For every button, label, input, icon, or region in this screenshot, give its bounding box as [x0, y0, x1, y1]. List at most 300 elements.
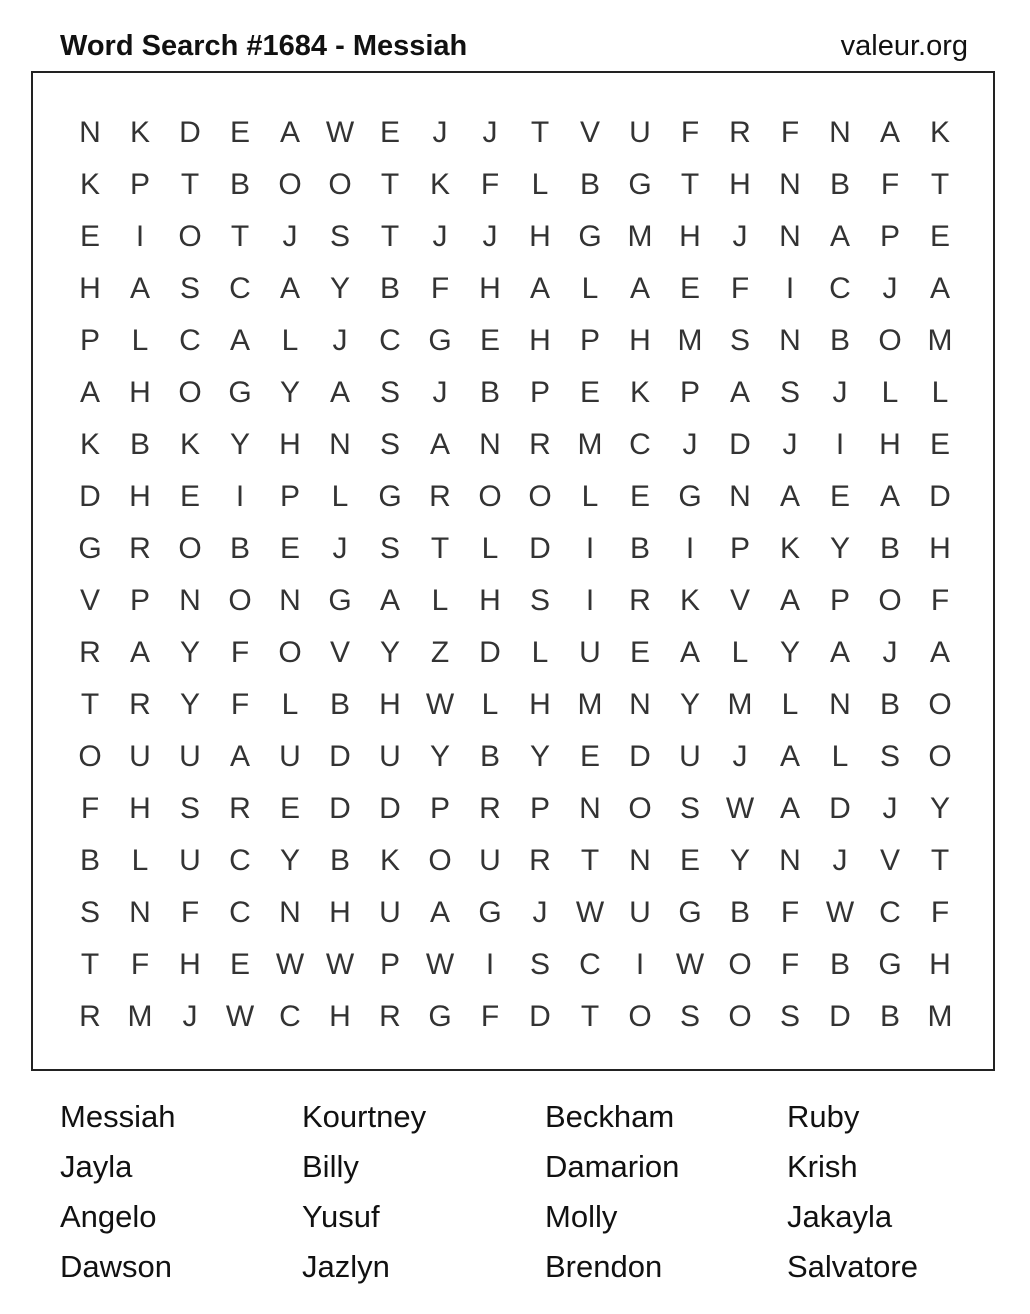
grid-cell[interactable]: A [129, 636, 150, 669]
grid-cell[interactable]: H [629, 324, 651, 357]
grid-cell[interactable]: A [779, 792, 800, 825]
grid-cell[interactable]: G [578, 220, 602, 253]
grid-cell[interactable]: C [879, 896, 901, 929]
grid-cell[interactable]: E [229, 948, 250, 981]
grid-cell[interactable]: R [129, 532, 151, 565]
grid-cell[interactable]: Z [430, 636, 450, 669]
grid-cell[interactable]: N [779, 844, 801, 877]
grid-cell[interactable]: P [129, 584, 150, 617]
grid-cell[interactable]: F [230, 636, 250, 669]
grid-cell[interactable]: H [329, 1000, 351, 1033]
grid-cell[interactable]: L [731, 636, 749, 669]
grid-cell[interactable]: L [431, 584, 449, 617]
grid-cell[interactable]: R [79, 636, 101, 669]
grid-cell[interactable]: H [929, 948, 951, 981]
grid-cell[interactable]: T [580, 1000, 600, 1033]
grid-cell[interactable]: R [629, 584, 651, 617]
grid-cell[interactable]: O [178, 220, 202, 253]
grid-cell[interactable]: O [628, 1000, 652, 1033]
grid-cell[interactable]: O [878, 584, 902, 617]
grid-cell[interactable]: G [428, 324, 452, 357]
grid-cell[interactable]: V [729, 584, 750, 617]
grid-cell[interactable]: D [829, 792, 851, 825]
grid-cell[interactable]: H [129, 792, 151, 825]
grid-cell[interactable]: G [878, 948, 902, 981]
grid-cell[interactable]: F [930, 896, 950, 929]
grid-cell[interactable]: I [135, 220, 145, 253]
grid-cell[interactable]: V [329, 636, 350, 669]
grid-cell[interactable]: J [482, 220, 498, 253]
grid-cell[interactable]: J [832, 376, 848, 409]
grid-cell[interactable]: C [829, 272, 851, 305]
grid-cell[interactable]: Y [929, 792, 950, 825]
grid-cell[interactable]: H [179, 948, 201, 981]
grid-cell[interactable]: Y [679, 688, 700, 721]
grid-cell[interactable]: F [480, 168, 500, 201]
grid-cell[interactable]: P [579, 324, 600, 357]
grid-cell[interactable]: A [779, 740, 800, 773]
grid-cell[interactable]: D [179, 116, 201, 149]
grid-cell[interactable]: G [428, 1000, 452, 1033]
grid-cell[interactable]: J [282, 220, 298, 253]
grid-cell[interactable]: R [229, 792, 251, 825]
grid-cell[interactable]: S [779, 376, 800, 409]
grid-cell[interactable]: H [929, 532, 951, 565]
grid-cell[interactable]: W [275, 948, 305, 981]
grid-cell[interactable]: J [532, 896, 548, 929]
grid-cell[interactable]: L [831, 740, 849, 773]
grid-cell[interactable]: J [882, 636, 898, 669]
grid-cell[interactable]: S [729, 324, 750, 357]
grid-cell[interactable]: S [379, 376, 400, 409]
grid-cell[interactable]: Y [179, 636, 200, 669]
grid-cell[interactable]: N [779, 220, 801, 253]
grid-cell[interactable]: B [729, 896, 750, 929]
grid-cell[interactable]: P [279, 480, 300, 513]
grid-cell[interactable]: O [728, 948, 752, 981]
grid-cell[interactable]: J [682, 428, 698, 461]
grid-cell[interactable]: K [929, 116, 950, 149]
grid-cell[interactable]: A [79, 376, 100, 409]
grid-cell[interactable]: S [179, 272, 200, 305]
grid-cell[interactable]: Y [429, 740, 450, 773]
grid-cell[interactable]: T [380, 168, 400, 201]
grid-cell[interactable]: A [829, 220, 850, 253]
grid-cell[interactable]: O [628, 792, 652, 825]
grid-cell[interactable]: L [881, 376, 899, 409]
grid-cell[interactable]: G [678, 896, 702, 929]
grid-cell[interactable]: H [529, 220, 551, 253]
grid-cell[interactable]: H [479, 272, 501, 305]
grid-cell[interactable]: D [329, 740, 351, 773]
grid-cell[interactable]: T [80, 688, 100, 721]
grid-cell[interactable]: E [679, 844, 700, 877]
grid-cell[interactable]: R [729, 116, 751, 149]
grid-cell[interactable]: B [329, 688, 350, 721]
grid-cell[interactable]: R [429, 480, 451, 513]
grid-cell[interactable]: L [131, 324, 149, 357]
grid-cell[interactable]: B [829, 324, 850, 357]
grid-cell[interactable]: I [585, 584, 595, 617]
grid-cell[interactable]: C [379, 324, 401, 357]
grid-cell[interactable]: A [329, 376, 350, 409]
grid-cell[interactable]: E [579, 740, 600, 773]
grid-cell[interactable]: K [429, 168, 450, 201]
grid-cell[interactable]: W [575, 896, 605, 929]
grid-cell[interactable]: Y [529, 740, 550, 773]
grid-cell[interactable]: H [129, 376, 151, 409]
grid-cell[interactable]: J [732, 740, 748, 773]
grid-cell[interactable]: B [879, 532, 900, 565]
grid-cell[interactable]: H [279, 428, 301, 461]
grid-cell[interactable]: J [182, 1000, 198, 1033]
grid-cell[interactable]: I [635, 948, 645, 981]
grid-cell[interactable]: I [685, 532, 695, 565]
grid-cell[interactable]: R [129, 688, 151, 721]
grid-cell[interactable]: A [279, 272, 300, 305]
grid-cell[interactable]: L [481, 532, 499, 565]
grid-cell[interactable]: A [229, 324, 250, 357]
grid-cell[interactable]: L [131, 844, 149, 877]
grid-cell[interactable]: E [479, 324, 500, 357]
grid-cell[interactable]: E [629, 480, 650, 513]
grid-cell[interactable]: J [732, 220, 748, 253]
grid-cell[interactable]: D [329, 792, 351, 825]
grid-cell[interactable]: H [329, 896, 351, 929]
grid-cell[interactable]: O [278, 168, 302, 201]
grid-cell[interactable]: Y [779, 636, 800, 669]
grid-cell[interactable]: N [629, 688, 651, 721]
grid-cell[interactable]: N [79, 116, 101, 149]
grid-cell[interactable]: L [481, 688, 499, 721]
grid-cell[interactable]: F [930, 584, 950, 617]
grid-cell[interactable]: Y [329, 272, 350, 305]
grid-cell[interactable]: G [678, 480, 702, 513]
grid-cell[interactable]: H [479, 584, 501, 617]
grid-cell[interactable]: G [378, 480, 402, 513]
grid-cell[interactable]: A [879, 480, 900, 513]
grid-cell[interactable]: S [329, 220, 350, 253]
grid-cell[interactable]: N [629, 844, 651, 877]
grid-cell[interactable]: W [325, 948, 355, 981]
grid-cell[interactable]: U [179, 740, 201, 773]
grid-cell[interactable]: B [579, 168, 600, 201]
grid-cell[interactable]: T [930, 844, 950, 877]
grid-cell[interactable]: O [228, 584, 252, 617]
grid-cell[interactable]: F [480, 1000, 500, 1033]
grid-cell[interactable]: G [328, 584, 352, 617]
grid-cell[interactable]: E [829, 480, 850, 513]
grid-cell[interactable]: T [580, 844, 600, 877]
grid-cell[interactable]: T [180, 168, 200, 201]
grid-cell[interactable]: H [879, 428, 901, 461]
grid-cell[interactable]: G [78, 532, 102, 565]
grid-cell[interactable]: O [328, 168, 352, 201]
grid-cell[interactable]: M [677, 324, 703, 357]
grid-cell[interactable]: D [729, 428, 751, 461]
grid-cell[interactable]: N [479, 428, 501, 461]
grid-cell[interactable]: O [928, 740, 952, 773]
grid-cell[interactable]: J [882, 792, 898, 825]
grid-cell[interactable]: S [679, 792, 700, 825]
grid-cell[interactable]: C [229, 896, 251, 929]
grid-cell[interactable]: E [229, 116, 250, 149]
grid-cell[interactable]: C [579, 948, 601, 981]
grid-cell[interactable]: J [882, 272, 898, 305]
grid-cell[interactable]: M [577, 688, 603, 721]
grid-cell[interactable]: L [581, 272, 599, 305]
grid-cell[interactable]: K [629, 376, 650, 409]
grid-cell[interactable]: R [379, 1000, 401, 1033]
grid-cell[interactable]: B [829, 948, 850, 981]
grid-cell[interactable]: W [825, 896, 855, 929]
grid-cell[interactable]: O [278, 636, 302, 669]
grid-cell[interactable]: A [529, 272, 550, 305]
grid-cell[interactable]: R [529, 844, 551, 877]
grid-cell[interactable]: A [229, 740, 250, 773]
grid-cell[interactable]: A [679, 636, 700, 669]
grid-cell[interactable]: D [529, 1000, 551, 1033]
grid-cell[interactable]: U [179, 844, 201, 877]
grid-cell[interactable]: I [485, 948, 495, 981]
grid-cell[interactable]: A [929, 272, 950, 305]
grid-cell[interactable]: F [780, 116, 800, 149]
grid-cell[interactable]: E [279, 532, 300, 565]
grid-cell[interactable]: H [529, 688, 551, 721]
grid-cell[interactable]: B [879, 688, 900, 721]
grid-cell[interactable]: J [332, 532, 348, 565]
grid-cell[interactable]: E [79, 220, 100, 253]
grid-cell[interactable]: K [379, 844, 400, 877]
grid-cell[interactable]: V [579, 116, 600, 149]
grid-cell[interactable]: B [479, 740, 500, 773]
grid-cell[interactable]: A [429, 428, 450, 461]
grid-cell[interactable]: G [628, 168, 652, 201]
grid-cell[interactable]: A [379, 584, 400, 617]
grid-cell[interactable]: C [229, 844, 251, 877]
grid-cell[interactable]: F [880, 168, 900, 201]
grid-cell[interactable]: H [679, 220, 701, 253]
grid-cell[interactable]: O [728, 1000, 752, 1033]
grid-cell[interactable]: N [579, 792, 601, 825]
grid-cell[interactable]: C [629, 428, 651, 461]
grid-cell[interactable]: F [430, 272, 450, 305]
grid-cell[interactable]: K [79, 168, 100, 201]
grid-cell[interactable]: A [129, 272, 150, 305]
grid-cell[interactable]: N [129, 896, 151, 929]
grid-cell[interactable]: J [432, 376, 448, 409]
grid-cell[interactable]: K [179, 428, 200, 461]
grid-cell[interactable]: L [281, 688, 299, 721]
grid-cell[interactable]: P [829, 584, 850, 617]
grid-cell[interactable]: M [927, 1000, 953, 1033]
grid-cell[interactable]: W [725, 792, 755, 825]
grid-cell[interactable]: O [478, 480, 502, 513]
grid-cell[interactable]: U [379, 740, 401, 773]
grid-cell[interactable]: D [479, 636, 501, 669]
grid-cell[interactable]: M [927, 324, 953, 357]
grid-cell[interactable]: Y [279, 376, 300, 409]
grid-cell[interactable]: B [229, 168, 250, 201]
grid-cell[interactable]: T [380, 220, 400, 253]
grid-cell[interactable]: T [430, 532, 450, 565]
grid-cell[interactable]: S [879, 740, 900, 773]
grid-cell[interactable]: G [228, 376, 252, 409]
grid-cell[interactable]: L [781, 688, 799, 721]
grid-cell[interactable]: N [779, 168, 801, 201]
grid-cell[interactable]: F [180, 896, 200, 929]
grid-cell[interactable]: F [680, 116, 700, 149]
grid-cell[interactable]: P [379, 948, 400, 981]
grid-cell[interactable]: B [479, 376, 500, 409]
grid-cell[interactable]: A [729, 376, 750, 409]
grid-cell[interactable]: S [779, 1000, 800, 1033]
grid-cell[interactable]: U [679, 740, 701, 773]
grid-cell[interactable]: E [929, 428, 950, 461]
grid-cell[interactable]: R [529, 428, 551, 461]
grid-cell[interactable]: I [785, 272, 795, 305]
grid-cell[interactable]: E [929, 220, 950, 253]
grid-cell[interactable]: G [478, 896, 502, 929]
grid-cell[interactable]: E [179, 480, 200, 513]
grid-cell[interactable]: T [680, 168, 700, 201]
grid-cell[interactable]: K [779, 532, 800, 565]
grid-cell[interactable]: Y [829, 532, 850, 565]
grid-cell[interactable]: S [379, 428, 400, 461]
grid-cell[interactable]: D [829, 1000, 851, 1033]
grid-cell[interactable]: E [279, 792, 300, 825]
grid-cell[interactable]: F [780, 948, 800, 981]
grid-cell[interactable]: B [129, 428, 150, 461]
grid-cell[interactable]: I [835, 428, 845, 461]
grid-cell[interactable]: J [832, 844, 848, 877]
grid-cell[interactable]: A [929, 636, 950, 669]
grid-cell[interactable]: W [425, 948, 455, 981]
grid-cell[interactable]: V [79, 584, 100, 617]
grid-cell[interactable]: J [782, 428, 798, 461]
grid-cell[interactable]: E [629, 636, 650, 669]
grid-cell[interactable]: B [829, 168, 850, 201]
grid-cell[interactable]: A [829, 636, 850, 669]
grid-cell[interactable]: F [780, 896, 800, 929]
grid-cell[interactable]: P [529, 792, 550, 825]
grid-cell[interactable]: L [531, 168, 549, 201]
grid-cell[interactable]: R [479, 792, 501, 825]
grid-cell[interactable]: B [629, 532, 650, 565]
grid-cell[interactable]: H [79, 272, 101, 305]
grid-cell[interactable]: W [225, 1000, 255, 1033]
grid-cell[interactable]: N [279, 896, 301, 929]
grid-cell[interactable]: H [129, 480, 151, 513]
grid-cell[interactable]: Y [229, 428, 250, 461]
grid-cell[interactable]: W [675, 948, 705, 981]
grid-cell[interactable]: A [629, 272, 650, 305]
grid-cell[interactable]: F [730, 272, 750, 305]
grid-cell[interactable]: B [229, 532, 250, 565]
grid-cell[interactable]: P [429, 792, 450, 825]
grid-cell[interactable]: B [79, 844, 100, 877]
grid-cell[interactable]: L [281, 324, 299, 357]
grid-cell[interactable]: I [235, 480, 245, 513]
grid-cell[interactable]: N [829, 688, 851, 721]
grid-cell[interactable]: D [79, 480, 101, 513]
grid-cell[interactable]: C [229, 272, 251, 305]
grid-cell[interactable]: N [329, 428, 351, 461]
grid-cell[interactable]: C [179, 324, 201, 357]
grid-cell[interactable]: A [279, 116, 300, 149]
grid-cell[interactable]: M [627, 220, 653, 253]
grid-cell[interactable]: I [585, 532, 595, 565]
grid-cell[interactable]: T [930, 168, 950, 201]
grid-cell[interactable]: B [329, 844, 350, 877]
grid-cell[interactable]: U [579, 636, 601, 669]
grid-cell[interactable]: N [779, 324, 801, 357]
grid-cell[interactable]: F [130, 948, 150, 981]
grid-cell[interactable]: H [379, 688, 401, 721]
grid-cell[interactable]: P [529, 376, 550, 409]
grid-cell[interactable]: A [879, 116, 900, 149]
grid-cell[interactable]: J [432, 220, 448, 253]
grid-cell[interactable]: M [127, 1000, 153, 1033]
grid-cell[interactable]: A [429, 896, 450, 929]
grid-cell[interactable]: O [878, 324, 902, 357]
grid-cell[interactable]: U [479, 844, 501, 877]
grid-cell[interactable]: U [629, 116, 651, 149]
grid-cell[interactable]: B [379, 272, 400, 305]
grid-cell[interactable]: J [482, 116, 498, 149]
grid-cell[interactable]: L [531, 636, 549, 669]
grid-cell[interactable]: A [779, 480, 800, 513]
grid-cell[interactable]: J [432, 116, 448, 149]
grid-cell[interactable]: L [581, 480, 599, 513]
grid-cell[interactable]: S [379, 532, 400, 565]
grid-cell[interactable]: U [379, 896, 401, 929]
grid-cell[interactable]: J [332, 324, 348, 357]
grid-cell[interactable]: K [679, 584, 700, 617]
grid-cell[interactable]: O [428, 844, 452, 877]
grid-cell[interactable]: D [379, 792, 401, 825]
grid-cell[interactable]: W [325, 116, 355, 149]
grid-cell[interactable]: W [425, 688, 455, 721]
grid-cell[interactable]: Y [729, 844, 750, 877]
grid-cell[interactable]: N [829, 116, 851, 149]
grid-cell[interactable]: S [79, 896, 100, 929]
grid-cell[interactable]: S [529, 948, 550, 981]
grid-cell[interactable]: S [529, 584, 550, 617]
grid-cell[interactable]: N [279, 584, 301, 617]
grid-cell[interactable]: H [529, 324, 551, 357]
grid-cell[interactable]: K [79, 428, 100, 461]
grid-cell[interactable]: P [79, 324, 100, 357]
grid-cell[interactable]: T [80, 948, 100, 981]
grid-cell[interactable]: Y [279, 844, 300, 877]
grid-cell[interactable]: T [530, 116, 550, 149]
grid-cell[interactable]: S [179, 792, 200, 825]
grid-cell[interactable]: O [528, 480, 552, 513]
letter-grid[interactable] [33, 73, 993, 1069]
grid-cell[interactable]: Y [179, 688, 200, 721]
grid-cell[interactable]: P [729, 532, 750, 565]
grid-cell[interactable]: E [579, 376, 600, 409]
grid-cell[interactable]: M [577, 428, 603, 461]
grid-cell[interactable]: O [78, 740, 102, 773]
grid-cell[interactable]: D [929, 480, 951, 513]
grid-cell[interactable]: K [129, 116, 150, 149]
grid-cell[interactable]: T [230, 220, 250, 253]
grid-cell[interactable]: P [879, 220, 900, 253]
grid-cell[interactable]: L [931, 376, 949, 409]
grid-cell[interactable]: A [779, 584, 800, 617]
